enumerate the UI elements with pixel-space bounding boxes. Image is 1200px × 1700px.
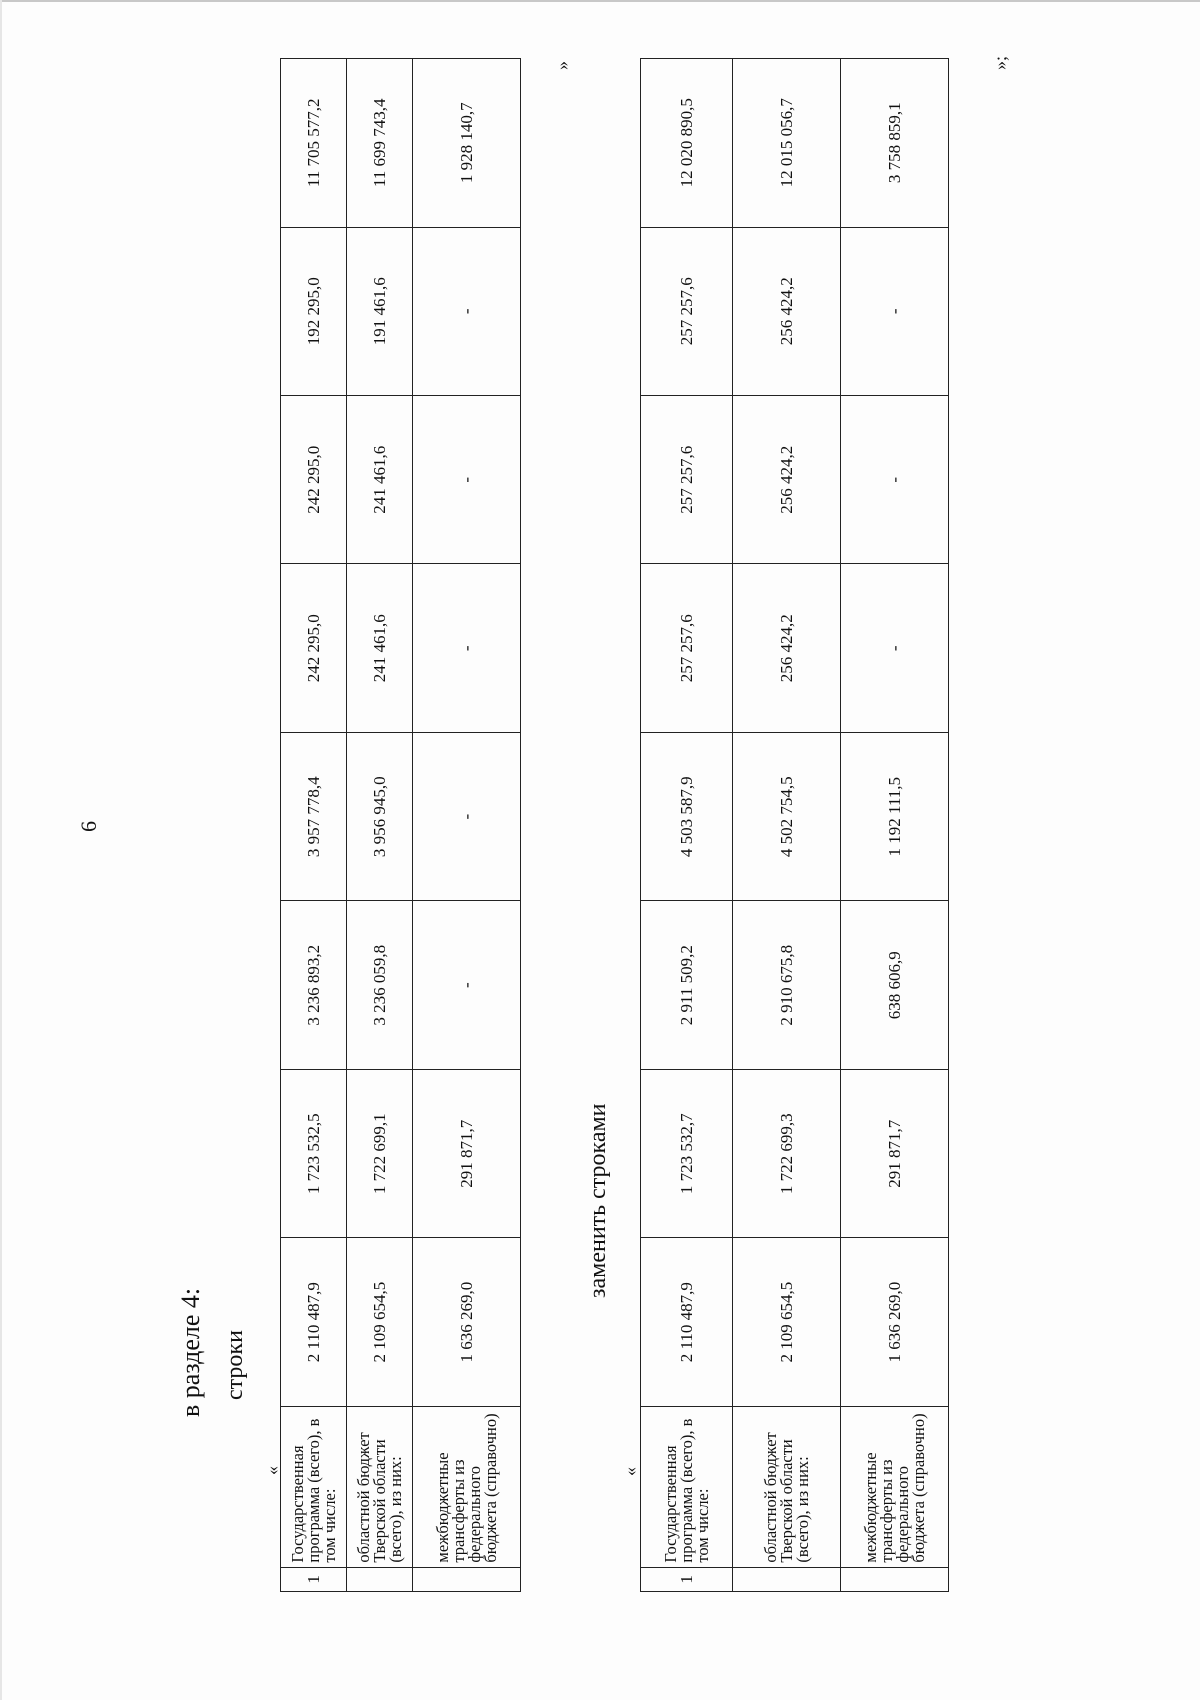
value-cell: 256 424,2 (733, 227, 841, 395)
row-label: межбюджетные трансферты из федерального бюджета (справочно) (841, 1406, 949, 1567)
value-cell: 242 295,0 (281, 396, 347, 564)
row-label: Государственная программа (всего), в том числе: (641, 1406, 733, 1567)
row-index: 1 (281, 1567, 347, 1591)
value-cell: 1 722 699,3 (733, 1069, 841, 1237)
row-index (413, 1567, 521, 1591)
replace-label: заменить строками (585, 1103, 611, 1298)
close-quote-1: » (552, 61, 572, 70)
value-cell: 3 236 059,8 (347, 901, 413, 1069)
value-cell: 11 699 743,4 (347, 59, 413, 228)
value-cell: 1 722 699,1 (347, 1069, 413, 1237)
value-cell: - (841, 396, 949, 564)
row-label: областной бюджет Тверской области (всего), из них: (347, 1406, 413, 1567)
value-cell: 638 606,9 (841, 901, 949, 1069)
row-index (347, 1567, 413, 1591)
value-cell: 2 110 487,9 (281, 1238, 347, 1406)
value-cell: 241 461,6 (347, 396, 413, 564)
value-cell: 1 723 532,7 (641, 1069, 733, 1237)
value-cell: 256 424,2 (733, 396, 841, 564)
section-title: в разделе 4: (176, 1287, 205, 1417)
row-index (733, 1567, 841, 1591)
value-cell: 192 295,0 (281, 227, 347, 395)
value-cell: 3 236 893,2 (281, 901, 347, 1069)
rows-label: строки (222, 1330, 248, 1400)
value-cell: - (413, 396, 521, 564)
value-cell: - (413, 227, 521, 395)
value-cell: 257 257,6 (641, 396, 733, 564)
value-cell: 2 910 675,8 (733, 901, 841, 1069)
table-row (281, 59, 347, 1592)
value-cell: - (841, 227, 949, 395)
row-label: Государственная программа (всего), в том числе: (281, 1406, 347, 1567)
table-new-rows (640, 58, 949, 1592)
value-cell: 3 956 945,0 (347, 732, 413, 900)
value-cell: - (841, 564, 949, 732)
value-cell: - (413, 901, 521, 1069)
value-cell: - (413, 564, 521, 732)
value-cell: 12 015 056,7 (733, 59, 841, 228)
value-cell: 4 502 754,5 (733, 732, 841, 900)
table-row (641, 59, 733, 1592)
value-cell: 2 109 654,5 (733, 1238, 841, 1406)
value-cell: 1 636 269,0 (413, 1238, 521, 1406)
table-row (841, 59, 949, 1592)
value-cell: 1 192 111,5 (841, 732, 949, 900)
open-quote-2: « (620, 1467, 640, 1476)
value-cell: 291 871,7 (413, 1069, 521, 1237)
value-cell: 12 020 890,5 (641, 59, 733, 228)
value-cell: 3 957 778,4 (281, 732, 347, 900)
value-cell: 242 295,0 (281, 564, 347, 732)
value-cell: 1 636 269,0 (841, 1238, 949, 1406)
table-old-body (281, 59, 521, 1592)
value-cell: 2 110 487,9 (641, 1238, 733, 1406)
row-label: межбюджетные трансферты из федерального бюджета (справочно) (413, 1406, 521, 1567)
table-row (347, 59, 413, 1592)
value-cell: 191 461,6 (347, 227, 413, 395)
table-row (413, 59, 521, 1592)
value-cell: 291 871,7 (841, 1069, 949, 1237)
value-cell: 2 911 509,2 (641, 901, 733, 1069)
value-cell: 1 928 140,7 (413, 59, 521, 228)
value-cell: 2 109 654,5 (347, 1238, 413, 1406)
row-index (841, 1567, 949, 1591)
value-cell: 4 503 587,9 (641, 732, 733, 900)
table-old-rows (280, 58, 521, 1592)
row-index: 1 (641, 1567, 733, 1591)
value-cell: 257 257,6 (641, 564, 733, 732)
page-number: 6 (76, 821, 101, 832)
open-quote-1: « (262, 1466, 282, 1475)
value-cell: - (413, 732, 521, 900)
table-row (733, 59, 841, 1592)
value-cell: 3 758 859,1 (841, 59, 949, 228)
value-cell: 1 723 532,5 (281, 1069, 347, 1237)
close-quote-2: »; (990, 55, 1010, 70)
row-label: областной бюджет Тверской области (всего), из них: (733, 1406, 841, 1567)
value-cell: 257 257,6 (641, 227, 733, 395)
value-cell: 11 705 577,2 (281, 59, 347, 228)
value-cell: 256 424,2 (733, 564, 841, 732)
table-new-body (641, 59, 949, 1592)
value-cell: 241 461,6 (347, 564, 413, 732)
